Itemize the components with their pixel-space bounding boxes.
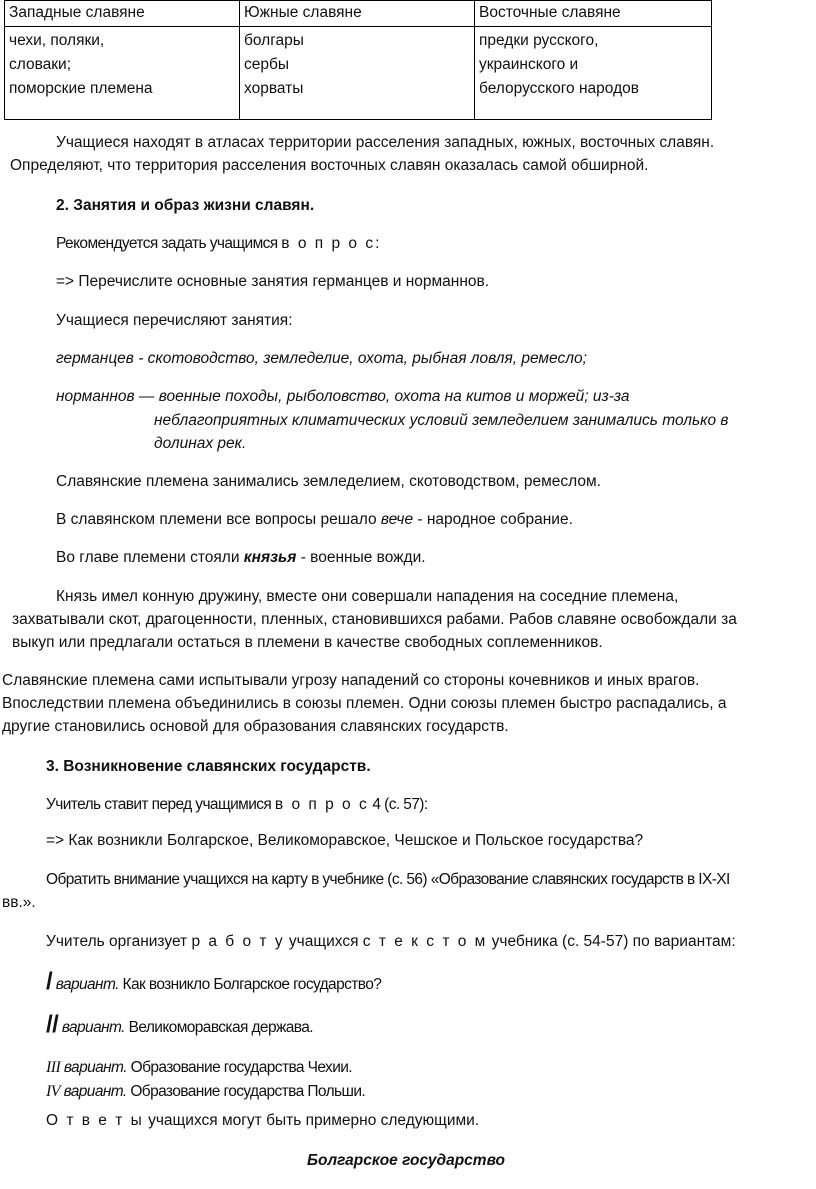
- variant-2-number: //: [46, 1011, 59, 1038]
- veche-prefix: В славянском племени все вопросы решало: [56, 511, 381, 528]
- variant-1-text: Как возникло Болгарское государство?: [118, 976, 382, 993]
- para-atlas-line1: Учащиеся находят в атласах территории расселения западных, южных, восточных славян.: [56, 134, 715, 151]
- variant-2-text: Великоморавская держава.: [124, 1019, 313, 1036]
- princes-line: [56, 549, 426, 567]
- recommend-spaced: в о п р о с: [281, 235, 376, 252]
- organize-spaced-text: с т е к с т о м: [362, 933, 488, 950]
- variant-3-text: Образование государства Чехии.: [126, 1059, 353, 1076]
- normans-occupations-line2: неблагоприятных климатических условий земледелием занимались только в: [154, 412, 729, 429]
- normans-occupations-line1: норманнов — военные походы, рыболовство, охота на китов и моржей; из-за: [56, 388, 630, 405]
- attention-line2: вв.».: [2, 894, 36, 911]
- table-header-cell: Южные славяне: [240, 1, 475, 27]
- variant-2: [46, 1011, 313, 1039]
- question-states: => Как возникли Болгарское, Великоморавское, Чешское и Польское государства?: [46, 832, 644, 849]
- variant-4-number: IV: [46, 1083, 60, 1100]
- threat-para-line3: другие становились основой для образования славянских государств.: [2, 718, 509, 735]
- table-header-cell: Восточные славяне: [475, 1, 712, 27]
- variant-1-number: /: [46, 968, 53, 995]
- teacher-spaced: в о п р о с: [274, 796, 369, 813]
- cell-line: сербы: [244, 56, 290, 73]
- normans-occupations-line3: долинах рек.: [154, 435, 247, 452]
- cell-line: болгары: [244, 32, 304, 49]
- table-header-cell: Западные славяне: [5, 1, 240, 27]
- threat-para-line2: Впоследствии племена объединились в союзы племен. Одни союзы племен быстро распадались, а: [2, 695, 727, 712]
- variant-4-text: Образование государства Польши.: [126, 1083, 366, 1100]
- para-atlas-line2: Определяют, что территория расселения восточных славян оказалась самой обширной.: [10, 157, 649, 174]
- variant-4-label: вариант.: [59, 1083, 127, 1100]
- students-list-intro: Учащиеся перечисляют занятия:: [56, 312, 293, 329]
- organize-spaced-work: р а б о т у: [191, 933, 285, 950]
- recommend-prefix: Рекомендуется задать учащимся: [56, 235, 282, 252]
- variant-3-number: III: [46, 1059, 61, 1076]
- table-cell: [5, 27, 240, 120]
- prince-para-line3: выкуп или предлагали остаться в племени в качестве свободных соплеменников.: [12, 634, 603, 651]
- teacher-question-line: [46, 796, 428, 814]
- table-header-row: [5, 1, 712, 27]
- organize-prefix: Учитель организует: [46, 933, 192, 950]
- slavic-tribes-occupations: Славянские племена занимались земледелием, скотоводством, ремеслом.: [56, 473, 601, 490]
- veche-suffix: - народное собрание.: [413, 511, 573, 528]
- answers-spaced: О т в е т ы: [46, 1112, 144, 1129]
- variant-2-label: вариант.: [61, 1019, 125, 1036]
- cell-line: белорусского народов: [479, 80, 639, 97]
- organize-mid: учащихся: [284, 933, 363, 950]
- cell-line: предки русского,: [479, 32, 599, 49]
- cell-line: словаки;: [9, 56, 72, 73]
- princes-term: князья: [243, 549, 297, 566]
- answers-line: [46, 1112, 479, 1130]
- table-cell: [240, 27, 475, 120]
- cell-line: хорваты: [244, 80, 304, 97]
- teacher-suffix: 4 (с. 57):: [368, 796, 428, 813]
- slavs-table: [4, 0, 712, 120]
- princes-prefix: Во главе племени стояли: [56, 549, 244, 566]
- veche-term: вече: [380, 511, 414, 528]
- cell-line: чехи, поляки,: [9, 32, 105, 49]
- recommend-line: [56, 235, 379, 253]
- variant-4: [46, 1083, 365, 1101]
- bulgarian-state-heading: Болгарское государство: [307, 1152, 506, 1169]
- attention-line1: Обратить внимание учащихся на карту в учебнике (с. 56) «Образование славянских государств в IX-XI: [46, 871, 730, 888]
- question-germans-normans: => Перечислите основные занятия германцев и норманнов.: [56, 273, 490, 290]
- table-cell: [475, 27, 712, 120]
- princes-suffix: - военные вожди.: [296, 549, 426, 566]
- table-row: [5, 27, 712, 120]
- variant-1: [46, 968, 381, 996]
- section-3-heading: 3. Возникновение славянских государств.: [46, 758, 371, 775]
- germans-occupations: германцев - скотоводство, земледелие, охота, рыбная ловля, ремесло;: [56, 350, 587, 367]
- variant-1-label: вариант.: [55, 976, 119, 993]
- prince-para-line2: захватывали скот, драгоценности, пленных, становившихся рабами. Рабов славяне освобождали за: [12, 611, 737, 628]
- organize-line: [46, 933, 736, 951]
- cell-line: украинского и: [479, 56, 579, 73]
- teacher-prefix: Учитель ставит перед учащимися: [46, 796, 275, 813]
- threat-para-line1: Славянские племена сами испытывали угрозу нападений со стороны кочевников и иных врагов.: [2, 672, 700, 689]
- variant-3: [46, 1059, 352, 1077]
- answers-suffix: учащихся могут быть примерно следующими.: [143, 1112, 480, 1129]
- section-2-heading: 2. Занятия и образ жизни славян.: [56, 197, 315, 214]
- variant-3-label: вариант.: [60, 1059, 127, 1076]
- recommend-suffix: :: [375, 235, 379, 252]
- cell-line: поморские племена: [9, 80, 153, 97]
- prince-para-line1: Князь имел конную дружину, вместе они совершали нападения на соседние племена,: [56, 588, 679, 605]
- organize-suffix: учебника (с. 54-57) по вариантам:: [487, 933, 736, 950]
- veche-line: [56, 511, 573, 529]
